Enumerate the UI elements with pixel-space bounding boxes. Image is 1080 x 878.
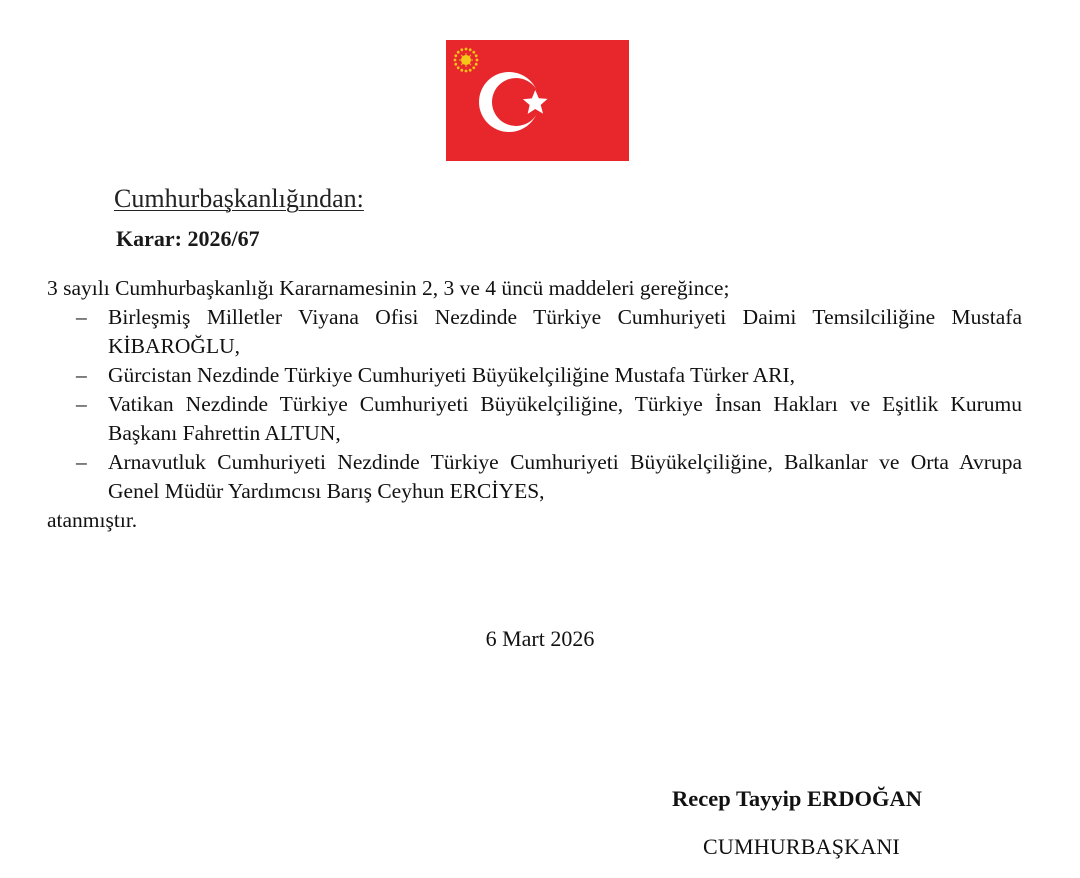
closing-text: atanmıştır. bbox=[47, 508, 138, 532]
appointment-text: Vatikan Nezdinde Türkiye Cumhuriyeti Büyükelçiliğine, Türkiye İnsan Hakları ve Eşitlik Kurumu Başkanı Fahrettin ALTUN, bbox=[108, 392, 1022, 445]
intro-paragraph: 3 sayılı Cumhurbaşkanlığı Kararnamesinin 2, 3 ve 4 üncü maddeleri gereğince; bbox=[47, 276, 730, 300]
dash-bullet: – bbox=[76, 363, 87, 387]
decree-date: 6 Mart 2026 bbox=[485, 626, 595, 651]
dash-bullet: – bbox=[76, 450, 87, 474]
signer-name: Recep Tayyip ERDOĞAN bbox=[672, 786, 923, 811]
dash-bullet: – bbox=[76, 392, 87, 416]
appointment-text: Birleşmiş Milletler Viyana Ofisi Nezdinde Türkiye Cumhuriyeti Daimi Temsilciliğine Mustafa KİBAROĞLU, bbox=[108, 305, 1022, 358]
decree-body bbox=[47, 274, 1022, 535]
appointment-list bbox=[47, 303, 1022, 506]
appointment-item bbox=[47, 303, 1022, 361]
issuer-heading: Cumhurbaşkanlığından: bbox=[114, 184, 364, 213]
dash-bullet: – bbox=[76, 305, 87, 329]
decree-number: Karar: 2026/67 bbox=[116, 226, 260, 251]
appointment-text: Gürcistan Nezdinde Türkiye Cumhuriyeti Büyükelçiliğine Mustafa Türker ARI, bbox=[108, 363, 796, 387]
appointment-item bbox=[47, 448, 1022, 506]
appointment-item bbox=[47, 390, 1022, 448]
flag-icon bbox=[446, 40, 629, 161]
turkish-flag-emblem bbox=[446, 40, 629, 161]
signer-title: CUMHURBAŞKANI bbox=[703, 834, 900, 859]
appointment-text: Arnavutluk Cumhuriyeti Nezdinde Türkiye Cumhuriyeti Büyükelçiliğine, Balkanlar ve Orta Avrupa Genel Müdür Yardımcısı Barış Ceyhun ERCİYES, bbox=[108, 450, 1022, 503]
appointment-item bbox=[47, 361, 1022, 390]
